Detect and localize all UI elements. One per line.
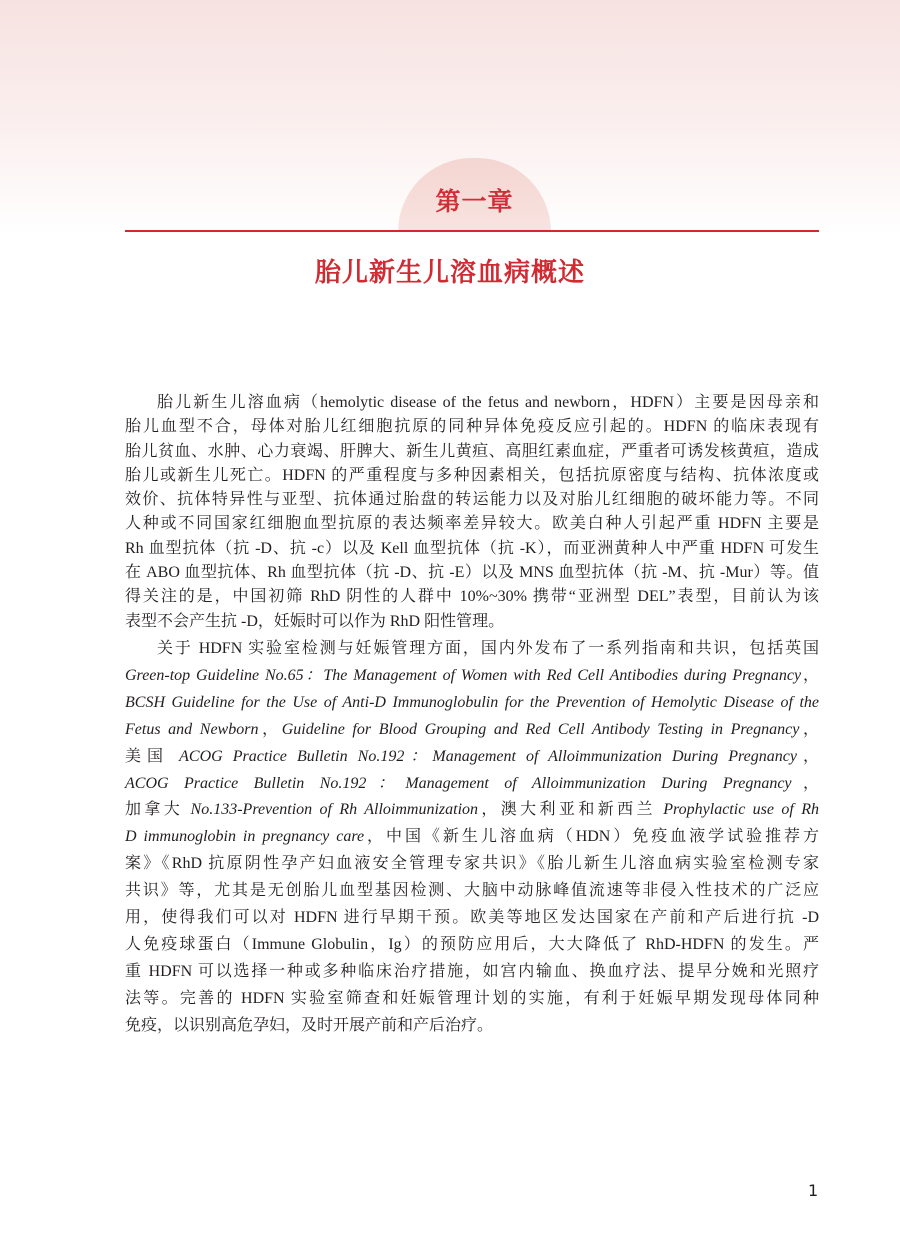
text-line bbox=[125, 744, 819, 771]
chapter-title: 胎儿新生儿溶血病概述 bbox=[314, 258, 585, 288]
citation-title: BCSH Guideline for the Use of Anti-D Immunoglobulin for the Prevention of Hemolytic Disease of the bbox=[125, 693, 819, 711]
citation-title: Green-top Guideline No.65：The Management of Women with Red Cell Antibodies during Pregnancy bbox=[125, 666, 802, 684]
text-segment: 胎儿新生儿溶血病（hemolytic disease of the fetus and newborn，HDFN）主要是因母亲和 bbox=[157, 394, 819, 411]
text-segment: 案》《RhD 抗原阴性孕产妇血液安全管理专家共识》《胎儿新生儿溶血病实验室检测专家 bbox=[125, 855, 819, 873]
text-line bbox=[125, 585, 819, 609]
text-segment: ，中国《新生儿溶血病（HDN）免疫血液学试验推荐方 bbox=[364, 828, 819, 846]
body-paragraph-1 bbox=[125, 391, 819, 634]
text-segment: 用，使得我们可以对 HDFN 进行早期干预。欧美等地区发达国家在产前和产后进行抗 -D bbox=[125, 909, 819, 927]
text-line bbox=[125, 488, 819, 512]
text-line bbox=[125, 878, 819, 905]
citation-title: Prophylactic use of Rh bbox=[663, 801, 819, 819]
text-line bbox=[125, 610, 819, 634]
text-segment: ， bbox=[801, 666, 819, 684]
text-line bbox=[125, 440, 819, 464]
text-segment: ，澳大利亚和新西兰 bbox=[478, 801, 664, 819]
text-line bbox=[125, 391, 819, 415]
text-segment: ， bbox=[799, 720, 819, 738]
text-line bbox=[125, 851, 819, 878]
text-line bbox=[125, 690, 819, 717]
text-segment: 胎儿贫血、水肿、心力衰竭、肝脾大、新生儿黄疸、高胆红素血症，严重者可诱发核黄疸，造成 bbox=[125, 442, 819, 460]
page-number: 1 bbox=[808, 1181, 819, 1200]
text-segment: ， bbox=[796, 747, 819, 765]
text-line bbox=[125, 797, 819, 824]
text-line bbox=[125, 1013, 819, 1040]
text-segment: 重 HDFN 可以选择一种或多种临床治疗措施，如宫内输血、换血疗法、提早分娩和光照疗 bbox=[125, 962, 819, 980]
text-line bbox=[125, 717, 819, 744]
citation-title: ACOG Practice Bulletin No.192：Management of Alloimmunization During Pregnancy bbox=[125, 774, 792, 792]
text-line bbox=[125, 636, 819, 663]
text-segment: 关于 HDFN 实验室检测与妊娠管理方面，国内外发布了一系列指南和共识，包括英国 bbox=[157, 639, 819, 657]
text-line bbox=[125, 986, 819, 1013]
text-segment: 得关注的是，中国初筛 RhD 阴性的人群中 10%~30% 携带“亚洲型 DEL”表型，目前认为该 bbox=[125, 588, 819, 606]
text-segment: 胎儿或新生儿死亡。HDFN 的严重程度与多种因素相关，包括抗原密度与结构、抗体浓度或 bbox=[125, 466, 819, 484]
citation-title: No.133-Prevention of Rh Alloimmunization bbox=[190, 801, 479, 819]
citation-title: ACOG Practice Bulletin No.192：Management of Alloimmunization During Pregnancy bbox=[179, 747, 797, 765]
text-line bbox=[125, 771, 819, 798]
body-text bbox=[125, 391, 819, 1040]
text-segment: 加拿大 bbox=[125, 801, 191, 819]
text-segment: Rh 血型抗体（抗 -D、抗 -c）以及 Kell 血型抗体（抗 -K），而亚洲黄种人中严重 HDFN 可发生 bbox=[125, 539, 819, 557]
text-segment: 效价、抗体特异性与亚型、抗体通过胎盘的转运能力以及对胎儿红细胞的破坏能力等。不同 bbox=[125, 491, 819, 509]
text-line bbox=[125, 905, 819, 932]
text-line bbox=[125, 537, 819, 561]
chapter-label: 第一章 bbox=[435, 187, 514, 216]
text-segment: 人种或不同国家红细胞血型抗原的表达频率差异较大。欧美白种人引起严重 HDFN 主要是 bbox=[125, 515, 819, 533]
text-line bbox=[125, 959, 819, 986]
text-segment: 免疫，以识别高危孕妇，及时开展产前和产后治疗。 bbox=[125, 1016, 494, 1034]
text-segment: 共识》等，尤其是无创胎儿血型基因检测、大脑中动脉峰值流速等非侵入性技术的广泛应 bbox=[125, 882, 819, 900]
text-segment: 在 ABO 血型抗体、Rh 血型抗体（抗 -D、抗 -E）以及 MNS 血型抗体（抗 -M、抗 -Mur）等。值 bbox=[125, 564, 819, 582]
text-line bbox=[125, 415, 819, 439]
text-segment: 法等。完善的 HDFN 实验室筛查和妊娠管理计划的实施，有利于妊娠早期发现母体同种 bbox=[125, 989, 819, 1007]
text-line bbox=[125, 824, 819, 851]
text-line bbox=[125, 932, 819, 959]
text-segment: ， bbox=[258, 720, 282, 738]
citation-title: D immunoglobin in pregnancy care bbox=[125, 828, 365, 846]
text-segment: 表型不会产生抗 -D，妊娠时可以作为 RhD 阳性管理。 bbox=[125, 612, 505, 630]
text-line bbox=[125, 512, 819, 536]
header-divider bbox=[125, 230, 819, 232]
text-segment: 胎儿血型不合，母体对胎儿红细胞抗原的同种异体免疫反应引起的。HDFN 的临床表现有 bbox=[125, 418, 819, 436]
citation-title: Fetus and Newborn bbox=[125, 720, 259, 738]
citation-title: Guideline for Blood Grouping and Red Cell Antibody Testing in Pregnancy bbox=[281, 720, 800, 738]
text-line bbox=[125, 464, 819, 488]
text-segment: 美国 bbox=[125, 747, 180, 765]
text-segment: 人免疫球蛋白（Immune Globulin，Ig）的预防应用后，大大降低了 RhD-HDFN 的发生。严 bbox=[125, 935, 819, 953]
text-line bbox=[125, 663, 819, 690]
text-segment: ， bbox=[791, 774, 819, 792]
body-paragraph-2 bbox=[125, 636, 819, 1040]
text-line bbox=[125, 561, 819, 585]
